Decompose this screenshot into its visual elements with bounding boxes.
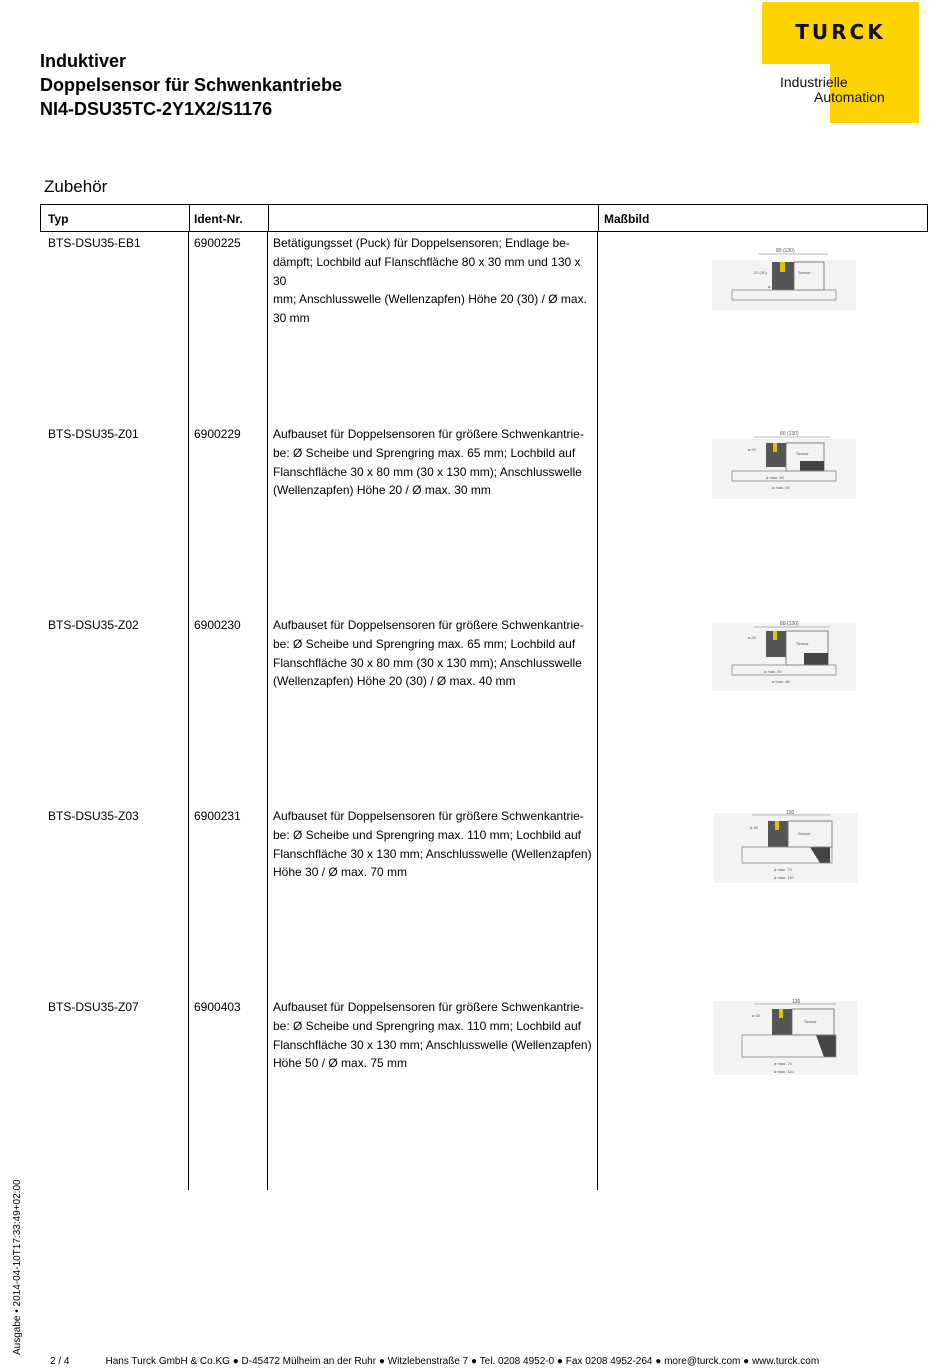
drawing-label: Sensor — [798, 831, 811, 836]
row-3-typ: BTS-DSU35-Z02 — [48, 618, 139, 632]
drawing-label: ø max. 110 — [774, 1069, 794, 1074]
drawing-label: 80 (130) — [780, 621, 799, 627]
drawing-indicator — [780, 262, 785, 272]
drawing-label: 20 (30) — [754, 270, 767, 275]
drawing-label: 80 (130) — [776, 248, 795, 254]
drawing-label: ø 40 — [750, 825, 759, 830]
row-5-desc-line: Höhe 50 / Ø max. 75 mm — [273, 1056, 408, 1071]
edition-timestamp: Ausgabe • 2014-04-10T17:33:49+02:00 — [12, 1179, 23, 1355]
header-divider — [268, 205, 269, 231]
row-5-desc-line: Flanschfläche 30 x 130 mm; Anschlusswelle (Wellenzapfen) — [273, 1037, 592, 1052]
row-1-desc-line: mm; Anschlusswelle (Wellenzapfen) Höhe 20 (30) / Ø max. — [273, 292, 587, 307]
row-4-desc — [273, 807, 595, 882]
row-2-desc — [273, 425, 595, 500]
row-3-desc-line: (Wellenzapfen) Höhe 20 (30) / Ø max. 40 mm — [273, 674, 516, 689]
drawing-label: ø max. 30 — [766, 475, 784, 480]
logo-subtitle-1: Industrielle — [780, 74, 848, 90]
document-title — [40, 49, 342, 121]
row-5-desc — [273, 998, 595, 1073]
drawing-label: Sensor — [796, 641, 809, 646]
drawing-label: Sensor — [796, 451, 809, 456]
row-1-dimension-drawing — [710, 240, 858, 320]
row-4-desc-line: Aufbauset für Doppelsensoren für größere Schwenkantrie- — [273, 809, 584, 823]
drawing-bracket — [800, 461, 824, 471]
row-5-desc-line: Aufbauset für Doppelsensoren für größere Schwenkantrie- — [273, 1000, 584, 1014]
title-line-3: NI4-DSU35TC-2Y1X2/S1176 — [40, 99, 273, 119]
section-title: Zubehör — [44, 177, 108, 196]
row-2-desc-line: Aufbauset für Doppelsensoren für größere Schwenkantrie- — [273, 427, 584, 441]
row-1-typ: BTS-DSU35-EB1 — [48, 236, 141, 250]
drawing-label: ø 40 — [748, 447, 757, 452]
row-3-desc — [273, 616, 595, 691]
row-1-desc-line: dämpft; Lochbild auf Flanschfläche 80 x 30 mm und 130 x 30 — [273, 254, 581, 288]
row-3-desc-line: be: Ø Scheibe und Sprengring max. 65 mm; Lochbild auf — [273, 636, 576, 651]
row-3-dimension-drawing — [710, 615, 858, 695]
drawing-label: Sensor — [798, 270, 811, 275]
row-2-ident: 6900229 — [194, 427, 241, 441]
page-footer — [50, 1356, 819, 1367]
row-4-desc-line: Höhe 30 / Ø max. 70 mm — [273, 865, 408, 880]
row-3-ident: 6900230 — [194, 618, 241, 632]
row-1-ident: 6900225 — [194, 236, 241, 250]
company-info: Hans Turck GmbH & Co.KG ● D-45472 Mülheim an der Ruhr ● Witzlebenstraße 7 ● Tel. 0208 4952-0 ● Fax 0208 4952-264 ● more@turck.com ● www.turck.com — [105, 1356, 820, 1367]
row-4-dimension-drawing — [712, 805, 860, 885]
header-drawing: Maßbild — [604, 212, 650, 226]
drawing-label: 130 — [786, 810, 795, 816]
logo-brand-name: TURCK — [795, 20, 886, 44]
header-typ: Typ — [48, 212, 69, 226]
drawing-indicator — [775, 821, 779, 830]
row-5-ident: 6900403 — [194, 1000, 241, 1014]
row-3-desc-line: Aufbauset für Doppelsensoren für größere Schwenkantrie- — [273, 618, 584, 632]
row-1-desc — [273, 234, 595, 328]
title-line-1: Induktiver — [40, 51, 127, 71]
drawing-label: ø max. 65 — [772, 679, 790, 684]
row-1-desc-line: Betätigungsset (Puck) für Doppelsensoren; Endlage be- — [273, 236, 570, 250]
row-4-desc-line: be: Ø Scheibe und Sprengring max. 110 mm; Lochbild auf — [273, 827, 581, 842]
drawing-label: 80 (130) — [780, 431, 799, 437]
drawing-indicator — [773, 631, 777, 640]
header-divider — [598, 205, 599, 231]
drawing-label: ø max. 110 — [774, 875, 794, 880]
drawing-label: ø 40 — [748, 635, 757, 640]
drawing-label: ø max. 40 — [764, 669, 782, 674]
header-ident: Ident-Nr. — [194, 212, 243, 226]
row-5-desc-line: be: Ø Scheibe und Sprengring max. 110 mm; Lochbild auf — [273, 1018, 581, 1033]
row-2-desc-line: be: Ø Scheibe und Sprengring max. 65 mm; Lochbild auf — [273, 445, 576, 460]
drawing-indicator — [779, 1009, 783, 1018]
row-2-desc-line: (Wellenzapfen) Höhe 20 / Ø max. 30 mm — [273, 483, 491, 498]
table-header — [40, 204, 928, 232]
row-1-desc-line: 30 mm — [273, 311, 310, 326]
drawing-label: ø 40 — [752, 1013, 761, 1018]
page-number: 2 / 4 — [50, 1356, 70, 1367]
row-2-typ: BTS-DSU35-Z01 — [48, 427, 139, 441]
row-4-desc-line: Flanschfläche 30 x 130 mm; Anschlusswelle (Wellenzapfen) — [273, 846, 592, 861]
row-3-desc-line: Flanschfläche 30 x 80 mm (30 x 130 mm); Anschlusswelle — [273, 655, 582, 670]
logo-subtitle-2: Automation — [814, 89, 885, 105]
row-5-dimension-drawing — [712, 997, 860, 1077]
drawing-label: ø max. 75 — [774, 1061, 792, 1066]
drawing-indicator — [773, 443, 777, 452]
header-divider — [189, 205, 190, 231]
drawing-label: ø max. 65 — [772, 485, 790, 490]
row-5-typ: BTS-DSU35-Z07 — [48, 1000, 139, 1014]
drawing-label: ø max. 70 — [774, 867, 792, 872]
column-divider — [597, 232, 598, 1190]
column-divider — [267, 232, 268, 1190]
drawing-label: 130 — [792, 999, 801, 1005]
turck-logo — [762, 2, 919, 123]
row-4-ident: 6900231 — [194, 809, 241, 823]
drawing-label: Sensor — [804, 1019, 817, 1024]
drawing-bracket — [804, 653, 828, 665]
drawing-label: ø 40 — [768, 284, 777, 289]
row-2-dimension-drawing — [710, 425, 858, 505]
column-divider — [188, 232, 189, 1190]
row-2-desc-line: Flanschfläche 30 x 80 mm (30 x 130 mm); Anschlusswelle — [273, 464, 582, 479]
title-line-2: Doppelsensor für Schwenkantriebe — [40, 75, 343, 95]
row-4-typ: BTS-DSU35-Z03 — [48, 809, 139, 823]
